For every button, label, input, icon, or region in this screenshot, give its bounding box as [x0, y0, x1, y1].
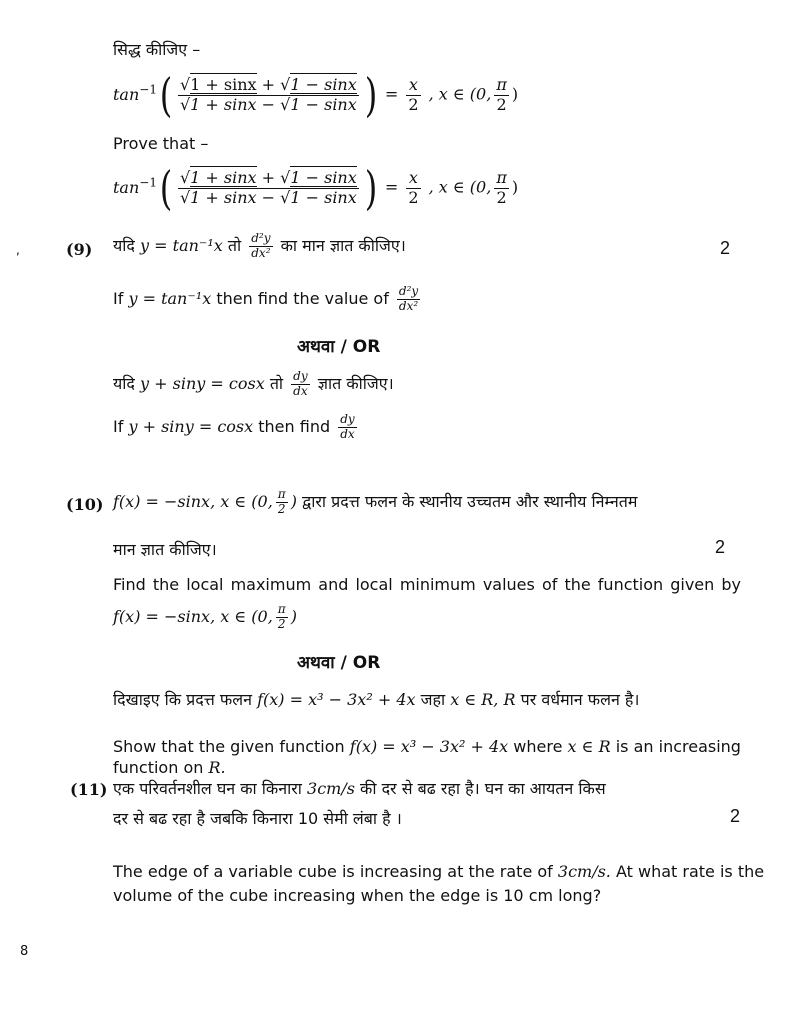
question-11-hindi-line1: एक परिवर्तनशील घन का किनारा 3cm/s की दर से बढ रहा है। घन का आयतन किस: [113, 779, 606, 798]
question-9-number: (9): [66, 240, 93, 259]
page-number: 8: [20, 944, 29, 959]
question-9-marks: 2: [720, 238, 731, 258]
question-10-hindi-line2: मान ज्ञात कीजिए।: [113, 540, 217, 559]
prove-heading-english: Prove that –: [113, 134, 209, 153]
question-9-hindi: यदि y = tan⁻¹x तो $\frac{\text{d²y}}{\text{dx²}}$ का मान ज्ञात कीजिए।: [113, 231, 406, 260]
question-10-alt-hindi: दिखाइए कि प्रदत्त फलन f(x) = x³ − 3x² + 4x जहा x ∈ R, R पर वर्धमान फलन है।: [113, 690, 640, 709]
or-divider-q9: अथवा / OR: [297, 337, 381, 357]
question-10-number: (10): [66, 495, 104, 514]
or-divider-q10: अथवा / OR: [297, 653, 381, 673]
question-10-hindi-line1: f(x) = −sinx, x ∈ (0, $\frac{\pi}{2}$ ) द्वारा प्रदत्त फलन के स्थानीय उच्चतम और स्थानीय निम्नतम: [113, 487, 638, 516]
identity-expression-english: $\tan^{-1}$( $\frac{√1 + \sin x + √1 - \sin x}{√1 + \sin x - √1 - \sin x}$ ) = $\frac{x}{2}$ , x ∈ (0, $\frac{\pi}{2}$ ): [113, 161, 519, 215]
question-9-alt-english: If y + siny = cosx then find $\frac{dy}{dx}$: [113, 412, 355, 441]
question-9-english: If y = tan⁻¹x then find the value of $\frac{\text{d²y}}{\text{dx²}}$: [113, 284, 419, 313]
margin-mark: ,: [16, 243, 20, 257]
question-10-marks: 2: [715, 537, 726, 557]
question-10-alt-english-line2: function on R.: [113, 758, 226, 777]
question-11-marks: 2: [730, 806, 741, 826]
question-11-number: (11): [70, 780, 108, 799]
question-9-alt-hindi: यदि y + siny = cosx तो $\frac{dy}{dx}$ ज्ञात कीजिए।: [113, 369, 394, 398]
question-10-english-line1: Find the local maximum and local minimum values of the function given by: [113, 575, 741, 594]
question-11-english-line1: The edge of a variable cube is increasing at the rate of 3cm/s. At what rate is the: [113, 862, 765, 881]
question-10-alt-english-line1: Show that the given function f(x) = x³ − 3x² + 4x where x ∈ R is an increasing: [113, 737, 741, 756]
question-11-english-line2: volume of the cube increasing when the edge is 10 cm long?: [113, 886, 602, 905]
question-10-english-line2: f(x) = −sinx, x ∈ (0, $\frac{\pi}{2}$ ): [113, 602, 297, 631]
question-11-hindi-line2: दर से बढ रहा है जबकि किनारा 10 सेमी लंबा है ।: [113, 809, 402, 828]
prove-heading-hindi: सिद्ध कीजिए –: [113, 40, 201, 59]
identity-expression-hindi: $\tan^{-1}$( $\frac{√1 + \sin x + √1 - \sin x}{√1 + \sin x - √1 - \sin x}$ ) = $\frac{x}{2}$ , x ∈ (0, $\frac{\pi}{2}$ ): [113, 68, 519, 122]
